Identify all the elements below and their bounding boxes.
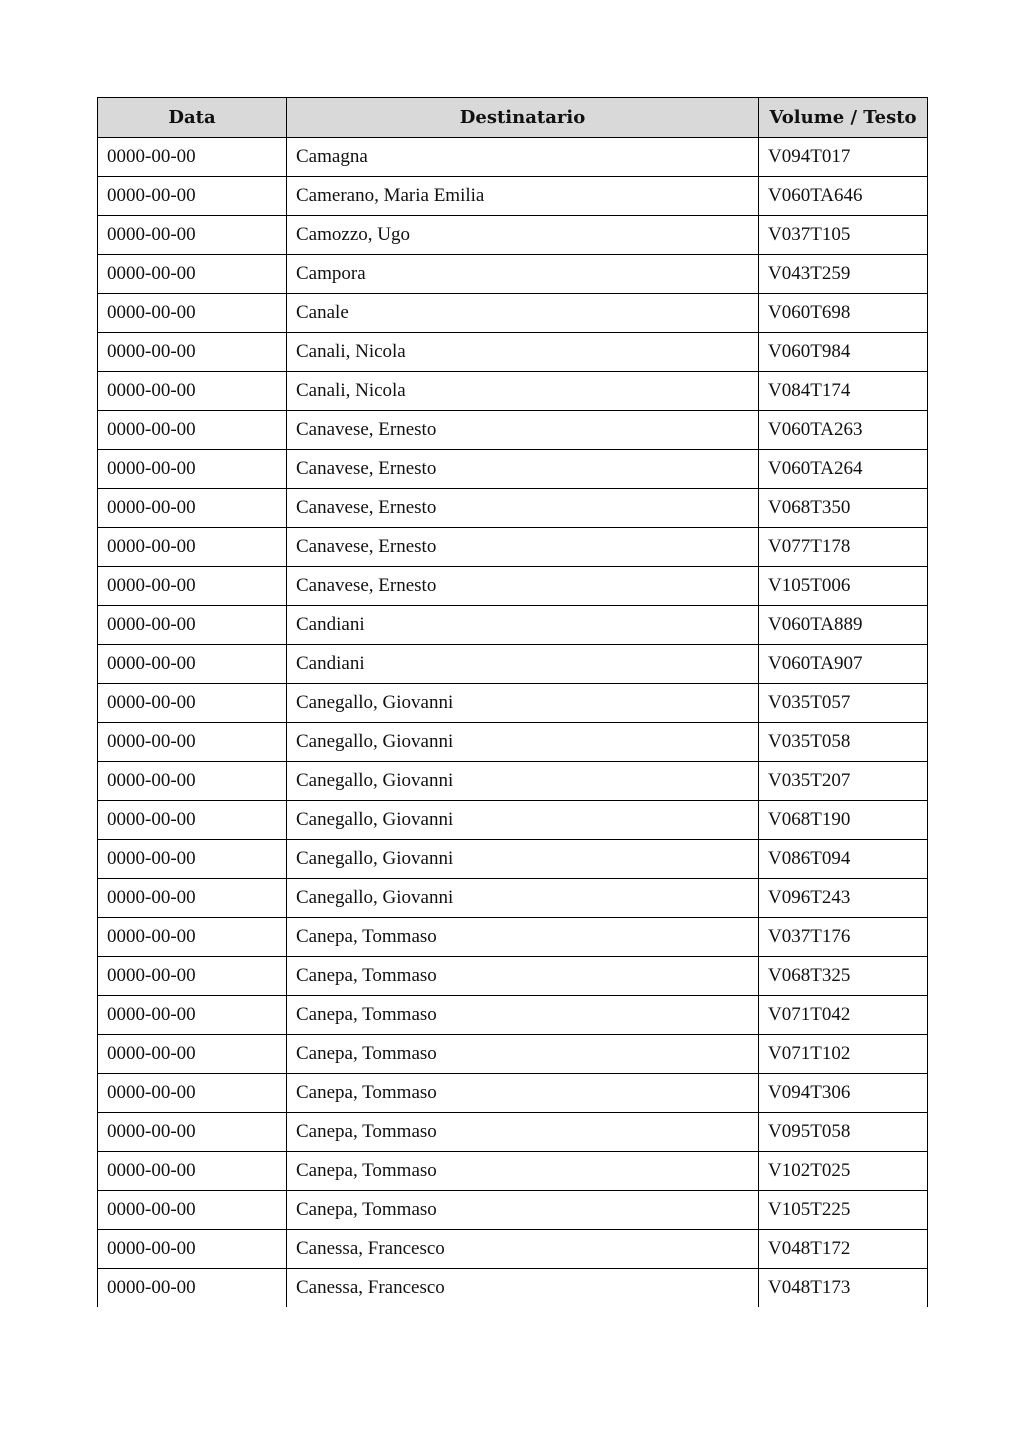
- cell-date: 0000-00-00: [98, 333, 287, 372]
- cell-recipient: Canessa, Francesco: [287, 1230, 759, 1269]
- cell-recipient: Canepa, Tommaso: [287, 1035, 759, 1074]
- table-row: [98, 684, 928, 723]
- table-row: [98, 372, 928, 411]
- cell-volume: V048T172: [759, 1230, 928, 1269]
- cell-date: 0000-00-00: [98, 1074, 287, 1113]
- cell-volume: V068T325: [759, 957, 928, 996]
- cell-date: 0000-00-00: [98, 177, 287, 216]
- cell-volume: V060TA907: [759, 645, 928, 684]
- cell-recipient: Canepa, Tommaso: [287, 918, 759, 957]
- table-row: [98, 1269, 928, 1308]
- table-row: [98, 723, 928, 762]
- cell-date: 0000-00-00: [98, 606, 287, 645]
- cell-date: 0000-00-00: [98, 528, 287, 567]
- cell-volume: V037T176: [759, 918, 928, 957]
- cell-recipient: Canegallo, Giovanni: [287, 801, 759, 840]
- cell-recipient: Canepa, Tommaso: [287, 1152, 759, 1191]
- table-row: [98, 333, 928, 372]
- cell-recipient: Canavese, Ernesto: [287, 528, 759, 567]
- table-row: [98, 450, 928, 489]
- cell-date: 0000-00-00: [98, 840, 287, 879]
- cell-volume: V084T174: [759, 372, 928, 411]
- cell-recipient: Campora: [287, 255, 759, 294]
- header-recipient: Destinatario: [287, 98, 759, 138]
- cell-date: 0000-00-00: [98, 957, 287, 996]
- cell-volume: V060TA263: [759, 411, 928, 450]
- cell-volume: V094T306: [759, 1074, 928, 1113]
- cell-recipient: Camagna: [287, 138, 759, 177]
- cell-volume: V094T017: [759, 138, 928, 177]
- cell-volume: V060T698: [759, 294, 928, 333]
- cell-recipient: Camerano, Maria Emilia: [287, 177, 759, 216]
- cell-date: 0000-00-00: [98, 918, 287, 957]
- cell-recipient: Canali, Nicola: [287, 372, 759, 411]
- cell-recipient: Canessa, Francesco: [287, 1269, 759, 1308]
- table-row: [98, 294, 928, 333]
- table-row: [98, 840, 928, 879]
- cell-recipient: Canepa, Tommaso: [287, 1113, 759, 1152]
- table-row: [98, 1191, 928, 1230]
- table-row: [98, 606, 928, 645]
- cell-recipient: Candiani: [287, 645, 759, 684]
- header-date: Data: [98, 98, 287, 138]
- cell-volume: V096T243: [759, 879, 928, 918]
- cell-date: 0000-00-00: [98, 879, 287, 918]
- cell-recipient: Canegallo, Giovanni: [287, 723, 759, 762]
- cell-date: 0000-00-00: [98, 762, 287, 801]
- cell-date: 0000-00-00: [98, 1269, 287, 1308]
- cell-recipient: Canavese, Ernesto: [287, 489, 759, 528]
- letters-table: [97, 97, 928, 1307]
- table-row: [98, 138, 928, 177]
- cell-date: 0000-00-00: [98, 1035, 287, 1074]
- table-row: [98, 489, 928, 528]
- cell-recipient: Canale: [287, 294, 759, 333]
- cell-date: 0000-00-00: [98, 372, 287, 411]
- table-body: [98, 138, 928, 1308]
- header-volume: Volume / Testo: [759, 98, 928, 138]
- cell-recipient: Camozzo, Ugo: [287, 216, 759, 255]
- table-row: [98, 255, 928, 294]
- cell-volume: V105T006: [759, 567, 928, 606]
- cell-recipient: Canegallo, Giovanni: [287, 762, 759, 801]
- table-header: [98, 98, 928, 138]
- cell-date: 0000-00-00: [98, 1230, 287, 1269]
- cell-recipient: Candiani: [287, 606, 759, 645]
- cell-recipient: Canegallo, Giovanni: [287, 840, 759, 879]
- table-row: [98, 918, 928, 957]
- table-row: [98, 996, 928, 1035]
- cell-volume: V035T058: [759, 723, 928, 762]
- table-row: [98, 411, 928, 450]
- table-row: [98, 1152, 928, 1191]
- cell-date: 0000-00-00: [98, 294, 287, 333]
- cell-date: 0000-00-00: [98, 255, 287, 294]
- cell-volume: V071T102: [759, 1035, 928, 1074]
- table-row: [98, 528, 928, 567]
- table-row: [98, 1230, 928, 1269]
- cell-recipient: Canepa, Tommaso: [287, 1191, 759, 1230]
- cell-date: 0000-00-00: [98, 1152, 287, 1191]
- cell-date: 0000-00-00: [98, 1113, 287, 1152]
- table-row: [98, 1113, 928, 1152]
- table-row: [98, 1074, 928, 1113]
- cell-recipient: Canavese, Ernesto: [287, 450, 759, 489]
- table-row: [98, 567, 928, 606]
- cell-date: 0000-00-00: [98, 1191, 287, 1230]
- table-row: [98, 177, 928, 216]
- cell-date: 0000-00-00: [98, 723, 287, 762]
- cell-volume: V048T173: [759, 1269, 928, 1308]
- cell-volume: V068T350: [759, 489, 928, 528]
- cell-volume: V060TA646: [759, 177, 928, 216]
- cell-volume: V095T058: [759, 1113, 928, 1152]
- document-page: [97, 97, 927, 1307]
- cell-date: 0000-00-00: [98, 684, 287, 723]
- cell-volume: V035T207: [759, 762, 928, 801]
- cell-volume: V043T259: [759, 255, 928, 294]
- cell-volume: V105T225: [759, 1191, 928, 1230]
- cell-volume: V071T042: [759, 996, 928, 1035]
- cell-volume: V037T105: [759, 216, 928, 255]
- cell-date: 0000-00-00: [98, 801, 287, 840]
- cell-date: 0000-00-00: [98, 411, 287, 450]
- cell-date: 0000-00-00: [98, 216, 287, 255]
- cell-date: 0000-00-00: [98, 489, 287, 528]
- table-row: [98, 762, 928, 801]
- cell-volume: V102T025: [759, 1152, 928, 1191]
- cell-recipient: Canavese, Ernesto: [287, 567, 759, 606]
- table-row: [98, 645, 928, 684]
- cell-volume: V060TA264: [759, 450, 928, 489]
- cell-recipient: Canavese, Ernesto: [287, 411, 759, 450]
- cell-recipient: Canali, Nicola: [287, 333, 759, 372]
- header-row: [98, 98, 928, 138]
- cell-date: 0000-00-00: [98, 138, 287, 177]
- table-row: [98, 801, 928, 840]
- table-row: [98, 879, 928, 918]
- cell-recipient: Canepa, Tommaso: [287, 957, 759, 996]
- cell-volume: V077T178: [759, 528, 928, 567]
- cell-recipient: Canepa, Tommaso: [287, 996, 759, 1035]
- cell-date: 0000-00-00: [98, 645, 287, 684]
- cell-volume: V035T057: [759, 684, 928, 723]
- table-row: [98, 957, 928, 996]
- cell-volume: V060T984: [759, 333, 928, 372]
- table-row: [98, 1035, 928, 1074]
- cell-recipient: Canegallo, Giovanni: [287, 879, 759, 918]
- cell-volume: V060TA889: [759, 606, 928, 645]
- cell-volume: V068T190: [759, 801, 928, 840]
- cell-recipient: Canepa, Tommaso: [287, 1074, 759, 1113]
- cell-date: 0000-00-00: [98, 450, 287, 489]
- table-row: [98, 216, 928, 255]
- cell-recipient: Canegallo, Giovanni: [287, 684, 759, 723]
- cell-volume: V086T094: [759, 840, 928, 879]
- cell-date: 0000-00-00: [98, 567, 287, 606]
- cell-date: 0000-00-00: [98, 996, 287, 1035]
